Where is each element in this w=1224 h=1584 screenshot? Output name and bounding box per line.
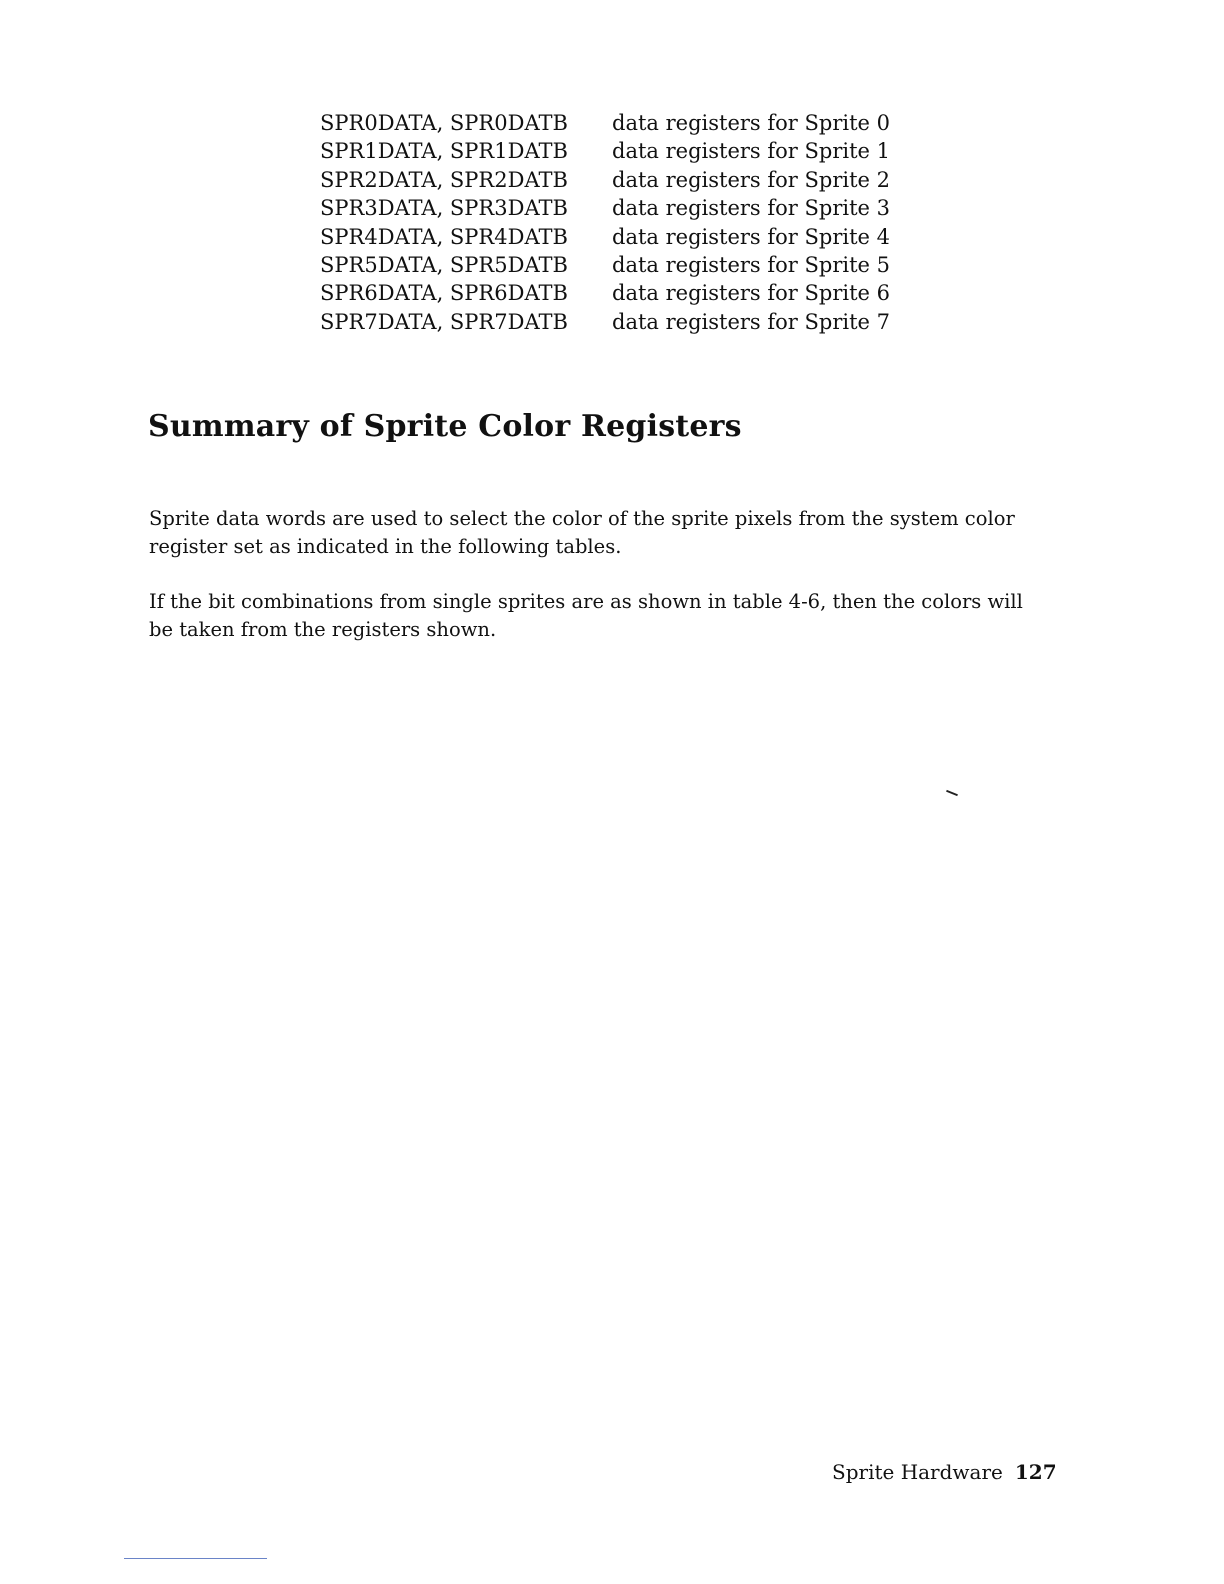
table-row	[320, 223, 890, 251]
register-description: data registers for Sprite 1	[612, 139, 890, 164]
table-row	[320, 308, 890, 336]
register-name: SPR5DATA, SPR5DATB	[320, 253, 568, 278]
register-name: SPR2DATA, SPR2DATB	[320, 167, 568, 192]
register-name: SPR4DATA, SPR4DATB	[320, 224, 568, 249]
table-row	[320, 194, 890, 222]
register-description: data registers for Sprite 0	[612, 111, 890, 135]
page-footer	[832, 1458, 1057, 1486]
table-row	[320, 137, 890, 165]
footer-chapter-title: Sprite Hardware	[832, 1460, 1003, 1484]
register-description: data registers for Sprite 5	[612, 253, 890, 278]
register-name: SPR3DATA, SPR3DATB	[320, 196, 568, 221]
register-description: data registers for Sprite 3	[612, 196, 890, 221]
table-row	[320, 166, 890, 194]
body-paragraph: If the bit combinations from single sprites are as shown in table 4-6, then the colors will be taken from the registers shown.	[149, 590, 1023, 641]
register-description: data registers for Sprite 6	[612, 281, 890, 306]
table-row	[320, 251, 890, 279]
register-name: SPR0DATA, SPR0DATB	[320, 111, 568, 135]
register-description: data registers for Sprite 2	[612, 167, 890, 192]
table-row	[320, 109, 890, 137]
register-description: data registers for Sprite 7	[612, 309, 890, 334]
body-paragraph: Sprite data words are used to select the color of the sprite pixels from the system color register set as indicated in the following tables.	[149, 507, 1015, 558]
sprite-data-register-table	[320, 109, 890, 336]
register-name: SPR6DATA, SPR6DATB	[320, 281, 568, 306]
footnote-rule	[124, 1558, 267, 1559]
scan-mark	[946, 790, 958, 796]
register-name: SPR1DATA, SPR1DATB	[320, 139, 568, 164]
section-heading: Summary of Sprite Color Registers	[148, 409, 742, 444]
table-row	[320, 279, 890, 307]
register-name: SPR7DATA, SPR7DATB	[320, 309, 568, 334]
register-description: data registers for Sprite 4	[612, 224, 890, 249]
page-number: 127	[1014, 1460, 1057, 1484]
